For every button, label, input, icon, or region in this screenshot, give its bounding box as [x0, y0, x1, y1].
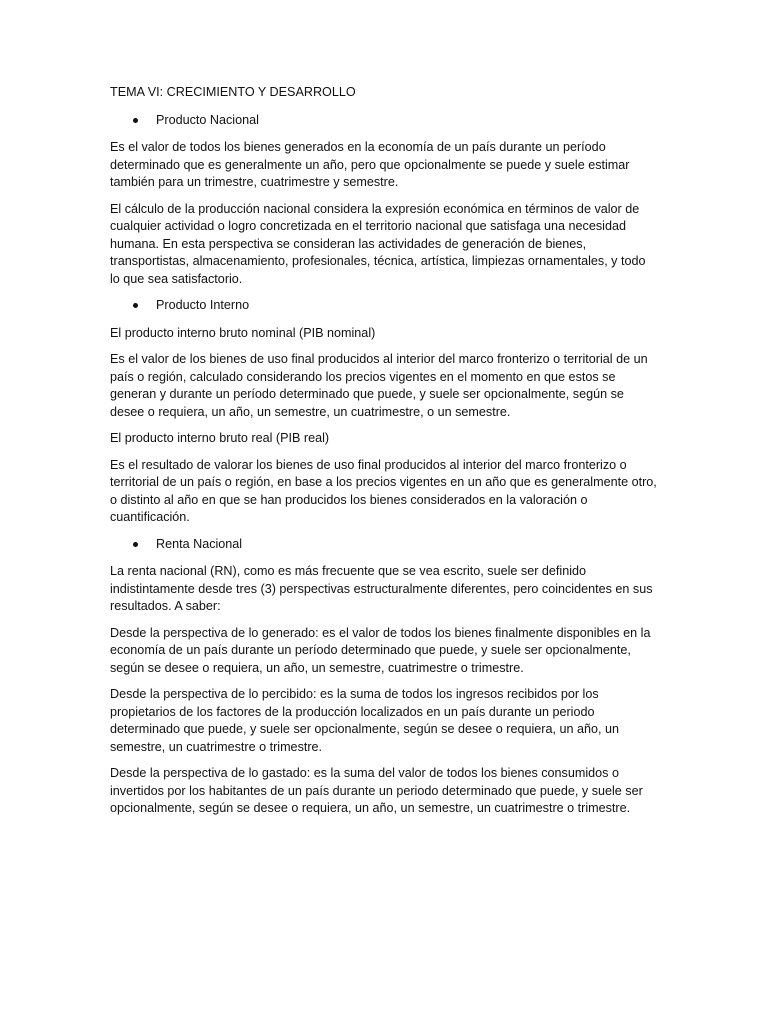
bullet-label: Producto Interno — [156, 298, 250, 312]
paragraph: Es el valor de todos los bienes generados en la economía de un país durante un período determinado que es generalmente un año, pero que opcionalmente se puede y suele estimar también para un trimestre, cuatrimestre y semestre. — [110, 140, 630, 189]
bullet-renta-nacional — [110, 536, 658, 554]
perspective-text: es la suma de todos los ingresos recibidos por los propietarios de los factores de la producción localizados en un país durante un periodo determinado que puede, y suele ser opcionalmente, según se desee o requiera, un año, un semestre, un cuatrimestre o trimestre. — [110, 687, 620, 754]
paragraph: La renta nacional (RN), como es más frecuente que se vea escrito, suele ser definido indistintamente desde tres (3) perspectivas estructuralmente diferentes, pero coincidentes en sus resultados. A saber: — [110, 564, 653, 613]
perspective-text: es la suma del valor de todos los bienes consumidos o invertidos por los habitantes de un país durante un periodo determinado que puede, y suele ser opcionalmente, según se desee o requiera, un año, un semestre, un cuatrimestre o trimestre. — [110, 766, 643, 815]
bullet-dot-icon — [133, 118, 138, 123]
bullet-label: Renta Nacional — [156, 536, 243, 551]
subheading-pib-real: El producto interno bruto real (PIB real) — [110, 431, 330, 445]
document-title: TEMA VI: CRECIMIENTO Y DESARROLLO — [110, 85, 356, 99]
paragraph-percibido — [110, 686, 658, 756]
paragraph: Es el valor de los bienes de uso final producidos al interior del marco fronterizo o territorial de un país o región, calculado considerando los precios vigentes en el momento en que estos se generan y durante un período determinado que puede, y suele ser opcionalmente, según se desee o requiera, un año, un semestre, un cuatrimestre, o un semestre. — [110, 352, 648, 419]
paragraph-gastado — [110, 765, 658, 818]
paragraph-generado — [110, 625, 658, 678]
bullet-dot-icon — [133, 542, 138, 547]
perspective-label: Desde la perspectiva de lo percibido: — [110, 687, 317, 701]
bullet-producto-interno — [110, 297, 658, 315]
document-page — [110, 84, 658, 827]
paragraph: Es el resultado de valorar los bienes de uso final producidos al interior del marco fronterizo o territorial de un país o región, en base a los precios vigentes en un año que es generalmente otro, o distinto al año en que se han producidos los bienes considerados en la valoración o cuantificación. — [110, 457, 657, 524]
perspective-text: es el valor de todos los bienes finalmente disponibles en la economía de un país durante un período determinado que puede, y suele ser opcionalmente, según se desee o requiera, un año, un semestre, cuatrimestre o trimestre. — [110, 625, 651, 675]
bullet-label: Producto Nacional — [156, 112, 259, 127]
bullet-producto-nacional — [110, 112, 658, 130]
perspective-label: Desde la perspectiva de lo generado: — [110, 625, 319, 640]
subheading-pib-nominal: El producto interno bruto nominal (PIB nominal) — [110, 325, 376, 340]
paragraph: El cálculo de la producción nacional considera la expresión económica en términos de valor de cualquier actividad o logro concretizada en el territorio nacional que satisfaga una necesidad humana. En esta perspectiva se consideran las actividades de generación de bienes, transportistas, almacenamiento, profesionales, técnica, artística, limpiezas ornamentales, y todo lo que sea satisfactorio. — [110, 201, 646, 286]
perspective-label: Desde la perspectiva de lo gastado: — [110, 766, 311, 780]
bullet-dot-icon — [133, 303, 138, 308]
